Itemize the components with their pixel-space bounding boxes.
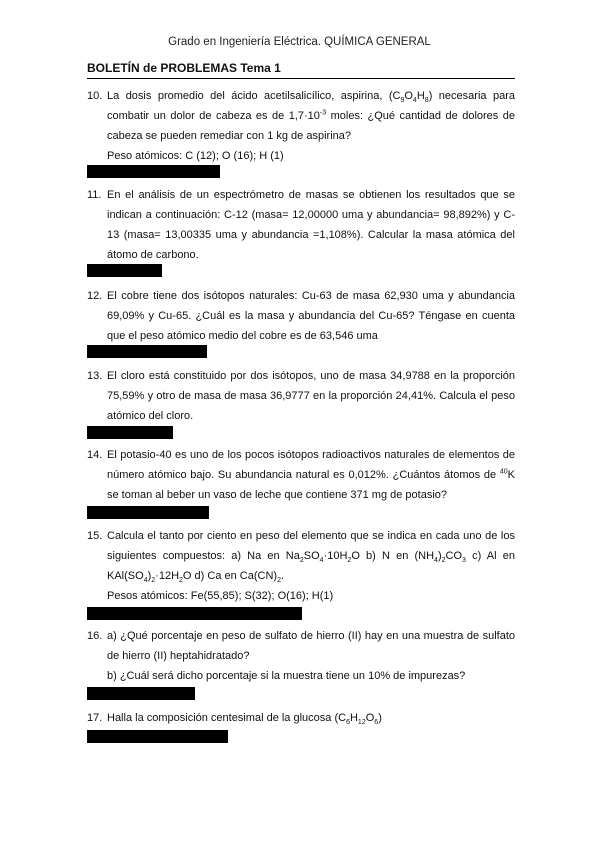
- redaction-bar: [87, 687, 195, 700]
- problem-note: Peso atómicos: C (12); O (16); H (1): [107, 150, 284, 162]
- problem-text: Halla la composición centesimal de la glucosa $(C_6H_{12}O_6)$: [107, 712, 382, 727]
- problem-note: Pesos atómicos: Fe(55,85); S(32); O(16); H(1): [107, 590, 334, 602]
- redaction-bar: [87, 506, 209, 519]
- problem-number: 17.: [87, 712, 103, 724]
- redaction-bar: [87, 165, 220, 178]
- redaction-bar: [87, 345, 207, 358]
- problem-11: [87, 185, 515, 265]
- problem-text: El cloro está constituido por dos isótopos, uno de masa 34,9788 en la proporción 75,59% y otro de masa de masa 36,9777 en la proporción 24,41%. Calcula el peso atómico del cloro.: [107, 370, 515, 422]
- problem-note: b) ¿Cuál será dicho porcentaje si la muestra tiene un 10% de impurezas?: [107, 670, 466, 682]
- problem-text: Calcula el tanto por ciento en peso del elemento que se indica en cada uno de los siguientes compuestos: a) Na en $Na_2SO_4\cdot 10H_2O$ b) N en $(NH_4)_2CO_3$ c) Al en $KAl(SO_4)_2\cdot 12H_2O$ d) Ca en $Ca(CN)_2$.: [107, 530, 515, 585]
- problem-number: 16.: [87, 630, 103, 642]
- redaction-bar: [87, 264, 162, 277]
- problem-13: [87, 366, 515, 426]
- problem-14: [87, 445, 515, 505]
- redaction-bar: [87, 426, 173, 439]
- redaction-bar: [87, 607, 302, 620]
- problem-17: [87, 708, 515, 728]
- problem-text: La dosis promedio del ácido acetilsalicílico, aspirina, $(C_9O_4H_8)$ necesaria para combatir un dolor de cabeza es de $1,7\cdot 10^{-3}$ moles: ¿Qué cantidad de dolores de cabeza se pueden remediar con 1 kg de aspirina?: [107, 90, 515, 142]
- problem-number: 14.: [87, 449, 103, 461]
- problem-number: 13.: [87, 370, 103, 382]
- section-title: BOLETÍN de PROBLEMAS Tema 1: [87, 61, 515, 79]
- page-header: Grado en Ingeniería Eléctrica. QUÍMICA GENERAL: [168, 36, 431, 48]
- problem-16: [87, 626, 515, 686]
- problem-text: En el análisis de un espectrómetro de masas se obtienen los resultados que se indican a continuación: C-12 (masa= 12,00000 uma y abundancia= 98,892%) y C-13 (masa= 13,00335 uma y abundancia =1,108%). Calcular la masa atómica del átomo de carbono.: [107, 189, 515, 261]
- problem-number: 11.: [87, 189, 102, 201]
- redaction-bar: [87, 730, 228, 743]
- problem-text: El cobre tiene dos isótopos naturales: Cu-63 de masa 62,930 uma y abundancia 69,09% y Cu-65. ¿Cuál es la masa y abundancia del Cu-65? Téngase en cuenta que el peso atómico medio del cobre es de 63,546 uma: [107, 290, 515, 342]
- problem-10: [87, 86, 515, 166]
- problem-number: 15.: [87, 530, 103, 542]
- problem-text: a) ¿Qué porcentaje en peso de sulfato de hierro (II) hay en una muestra de sulfato de hierro (II) heptahidratado?: [107, 630, 515, 662]
- problem-number: 12.: [87, 290, 103, 302]
- problem-number: 10.: [87, 90, 103, 102]
- problem-12: [87, 286, 515, 346]
- problem-text: El potasio-40 es uno de los pocos isótopos radioactivos naturales de elementos de número atómico bajo. Su abundancia natural es 0,012%. ¿Cuántos átomos de $^{40}$K se toman al beber un vaso de leche que contiene 371 mg de potasio?: [107, 449, 515, 501]
- problem-15: [87, 526, 515, 606]
